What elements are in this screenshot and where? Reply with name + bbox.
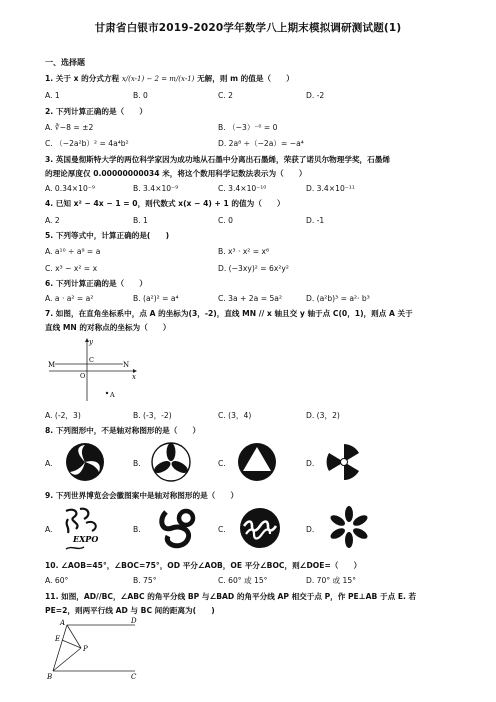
question-8: 8. 下列图形中，不是轴对称图形的是（ ） (45, 426, 201, 435)
segment-ab (53, 625, 67, 671)
segment-bp (53, 648, 81, 671)
q2-option-c[interactable]: C. （−2a²b）² = 4a⁴b² (45, 139, 129, 148)
q9-option-a-expo-emblem-icon[interactable] (60, 505, 106, 553)
q8-option-d-fan-icon[interactable] (323, 441, 365, 483)
q5-option-d[interactable]: D. (−3xy)² = 6x²y² (218, 264, 289, 273)
question-7-line-2: 直线 MN 的对称点的坐标为（ ） (45, 323, 171, 332)
q4-option-d[interactable]: D. -1 (306, 216, 325, 225)
question-2: 2. 下列计算正确的是（ ） (45, 107, 147, 116)
question-3-line-2: 的理论厚度仅 0.00000000034 米，将这个数用科学记数法表示为（ ） (45, 169, 307, 178)
q5-option-b[interactable]: B. x³ · x² = x⁶ (218, 247, 270, 256)
q4-option-c[interactable]: C. 0 (218, 216, 233, 225)
q7-option-a[interactable]: A. (-2，3) (45, 411, 81, 420)
q10-option-a[interactable]: A. 60° (45, 576, 69, 585)
q8-option-a-triskelion-icon[interactable] (64, 441, 106, 483)
q1-option-b[interactable]: B. 0 (133, 91, 148, 100)
q9-option-a-label[interactable]: A. (45, 525, 53, 534)
label-y: y (89, 338, 93, 346)
q1-option-c[interactable]: C. 2 (218, 91, 233, 100)
q1-option-a[interactable]: A. 1 (45, 91, 60, 100)
q9-option-d-flower-emblem-icon[interactable] (326, 504, 372, 552)
question-5: 5. 下列等式中，计算正确的是( ) (45, 231, 170, 240)
q5-option-a[interactable]: A. a¹⁰ ÷ a⁹ = a (45, 247, 101, 256)
question-9: 9. 下列世界博览会会徽图案中是轴对称图形的是（ ） (45, 491, 239, 500)
page-title: 甘肃省白银市2019-2020学年数学八上期末模拟调研测试题(1) (94, 22, 402, 34)
label-x: x (132, 373, 136, 381)
label-o: O (80, 372, 86, 380)
label-a: A (60, 619, 66, 627)
question-1 (45, 74, 294, 83)
question-11-line-1: 11. 如图，AD//BC，∠ABC 的角平分线 BP 与∠BAD 的角平分线 AP 相交于点 P，作 PE⊥AB 于点 E. 若 (45, 592, 417, 601)
q9-option-b-label[interactable]: B. (133, 525, 141, 534)
q9-option-c-label[interactable]: C. (218, 525, 226, 534)
q2-option-a[interactable]: A. ∛−8 = ±2 (45, 123, 94, 132)
label-c: C (89, 356, 94, 364)
q7-option-d[interactable]: D. (3，2) (306, 411, 340, 420)
q10-option-d[interactable]: D. 70° 或 15° (306, 576, 357, 585)
section-heading: 一、选择题 (45, 58, 85, 67)
q5-option-c[interactable]: C. x³ − x² = x (45, 264, 98, 273)
q11-parallel-lines-figure (45, 615, 145, 685)
q6-option-c[interactable]: C. 3a + 2a = 5a² (218, 294, 283, 303)
q4-option-a[interactable]: A. 2 (45, 216, 60, 225)
question-3-line-1: 3. 英国曼彻斯特大学的两位科学家因为成功地从石墨中分离出石墨烯，荣获了诺贝尔物理学奖，石墨烯 (45, 155, 390, 164)
question-6: 6. 下列计算正确的是（ ） (45, 279, 147, 288)
label-m: M (48, 361, 56, 369)
label-n: N (123, 361, 130, 369)
q8-option-d-label[interactable]: D. (306, 459, 315, 468)
q3-option-d[interactable]: D. 3.4×10⁻¹¹ (306, 184, 355, 193)
q9-option-c-waves-emblem-icon[interactable] (238, 506, 282, 550)
expo-text: EXPO (73, 534, 99, 544)
q7-coordinate-figure (45, 335, 140, 405)
q10-option-b[interactable]: B. 75° (133, 576, 157, 585)
label-b: B (47, 673, 53, 681)
label-e: E (55, 635, 61, 643)
q7-option-c[interactable]: C. (3，4) (218, 411, 252, 420)
question-4: 4. 已知 x² − 4x − 1 = 0，则代数式 x(x − 4) + 1 的值为（ ） (45, 199, 285, 208)
label-c: C (131, 673, 137, 681)
q2-option-b[interactable]: B. （−3）⁻⁰ = 0 (218, 123, 278, 132)
q1-formula: x/(x-1) − 2 = m/(x-1) (121, 75, 195, 83)
q8-option-b-three-blades-icon[interactable] (150, 441, 192, 483)
q1-option-d[interactable]: D. -2 (306, 91, 325, 100)
q8-option-b-label[interactable]: B. (133, 459, 141, 468)
q6-option-a[interactable]: A. a · a² = a² (45, 294, 94, 303)
q3-option-b[interactable]: B. 3.4×10⁻⁹ (133, 184, 179, 193)
segment-ap (67, 625, 81, 648)
question-7-line-1: 7. 如图，在直角坐标系中，点 A 的坐标为(3，-2)，直线 MN // x 轴且交 y 轴于点 C(0，1)，则点 A 关于 (45, 309, 413, 318)
question-11-line-2: PE=2，则两平行线 AD 与 BC 间的距离为( ) (45, 606, 215, 615)
q9-option-b-knot-emblem-icon[interactable] (156, 506, 200, 550)
label-a: A (110, 391, 115, 399)
point-a (106, 392, 108, 394)
q3-option-c[interactable]: C. 3.4×10⁻¹⁰ (218, 184, 267, 193)
q7-option-b[interactable]: B. (-3，-2) (133, 411, 172, 420)
q3-option-a[interactable]: A. 0.34×10⁻⁹ (45, 184, 95, 193)
question-10: 10. ∠AOB=45°，∠BOC=75°，OD 平分∠AOB，OE 平分∠BOC，则∠DOE=（ ） (45, 561, 362, 570)
q8-option-c-triangle-in-circle-icon[interactable] (236, 441, 278, 483)
q1-stem: 1. 关于 x 的分式方程 (45, 74, 120, 83)
label-d: D (131, 617, 137, 625)
q6-option-b[interactable]: B. (a²)² = a⁴ (133, 294, 179, 303)
q8-option-c-label[interactable]: C. (218, 459, 226, 468)
q2-option-d[interactable]: D. 2a⁸ ÷（−2a）= −a⁴ (218, 139, 304, 148)
q4-option-b[interactable]: B. 1 (133, 216, 148, 225)
q8-option-a-label[interactable]: A. (45, 459, 53, 468)
label-p: P (83, 645, 88, 653)
q9-option-d-label[interactable]: D. (306, 525, 315, 534)
q10-option-c[interactable]: C. 60° 或 15° (218, 576, 268, 585)
q1-stem-end: 无解，则 m 的值是（ ） (197, 74, 294, 83)
q6-option-d[interactable]: D. (a²b)³ = a²· b³ (306, 294, 370, 303)
